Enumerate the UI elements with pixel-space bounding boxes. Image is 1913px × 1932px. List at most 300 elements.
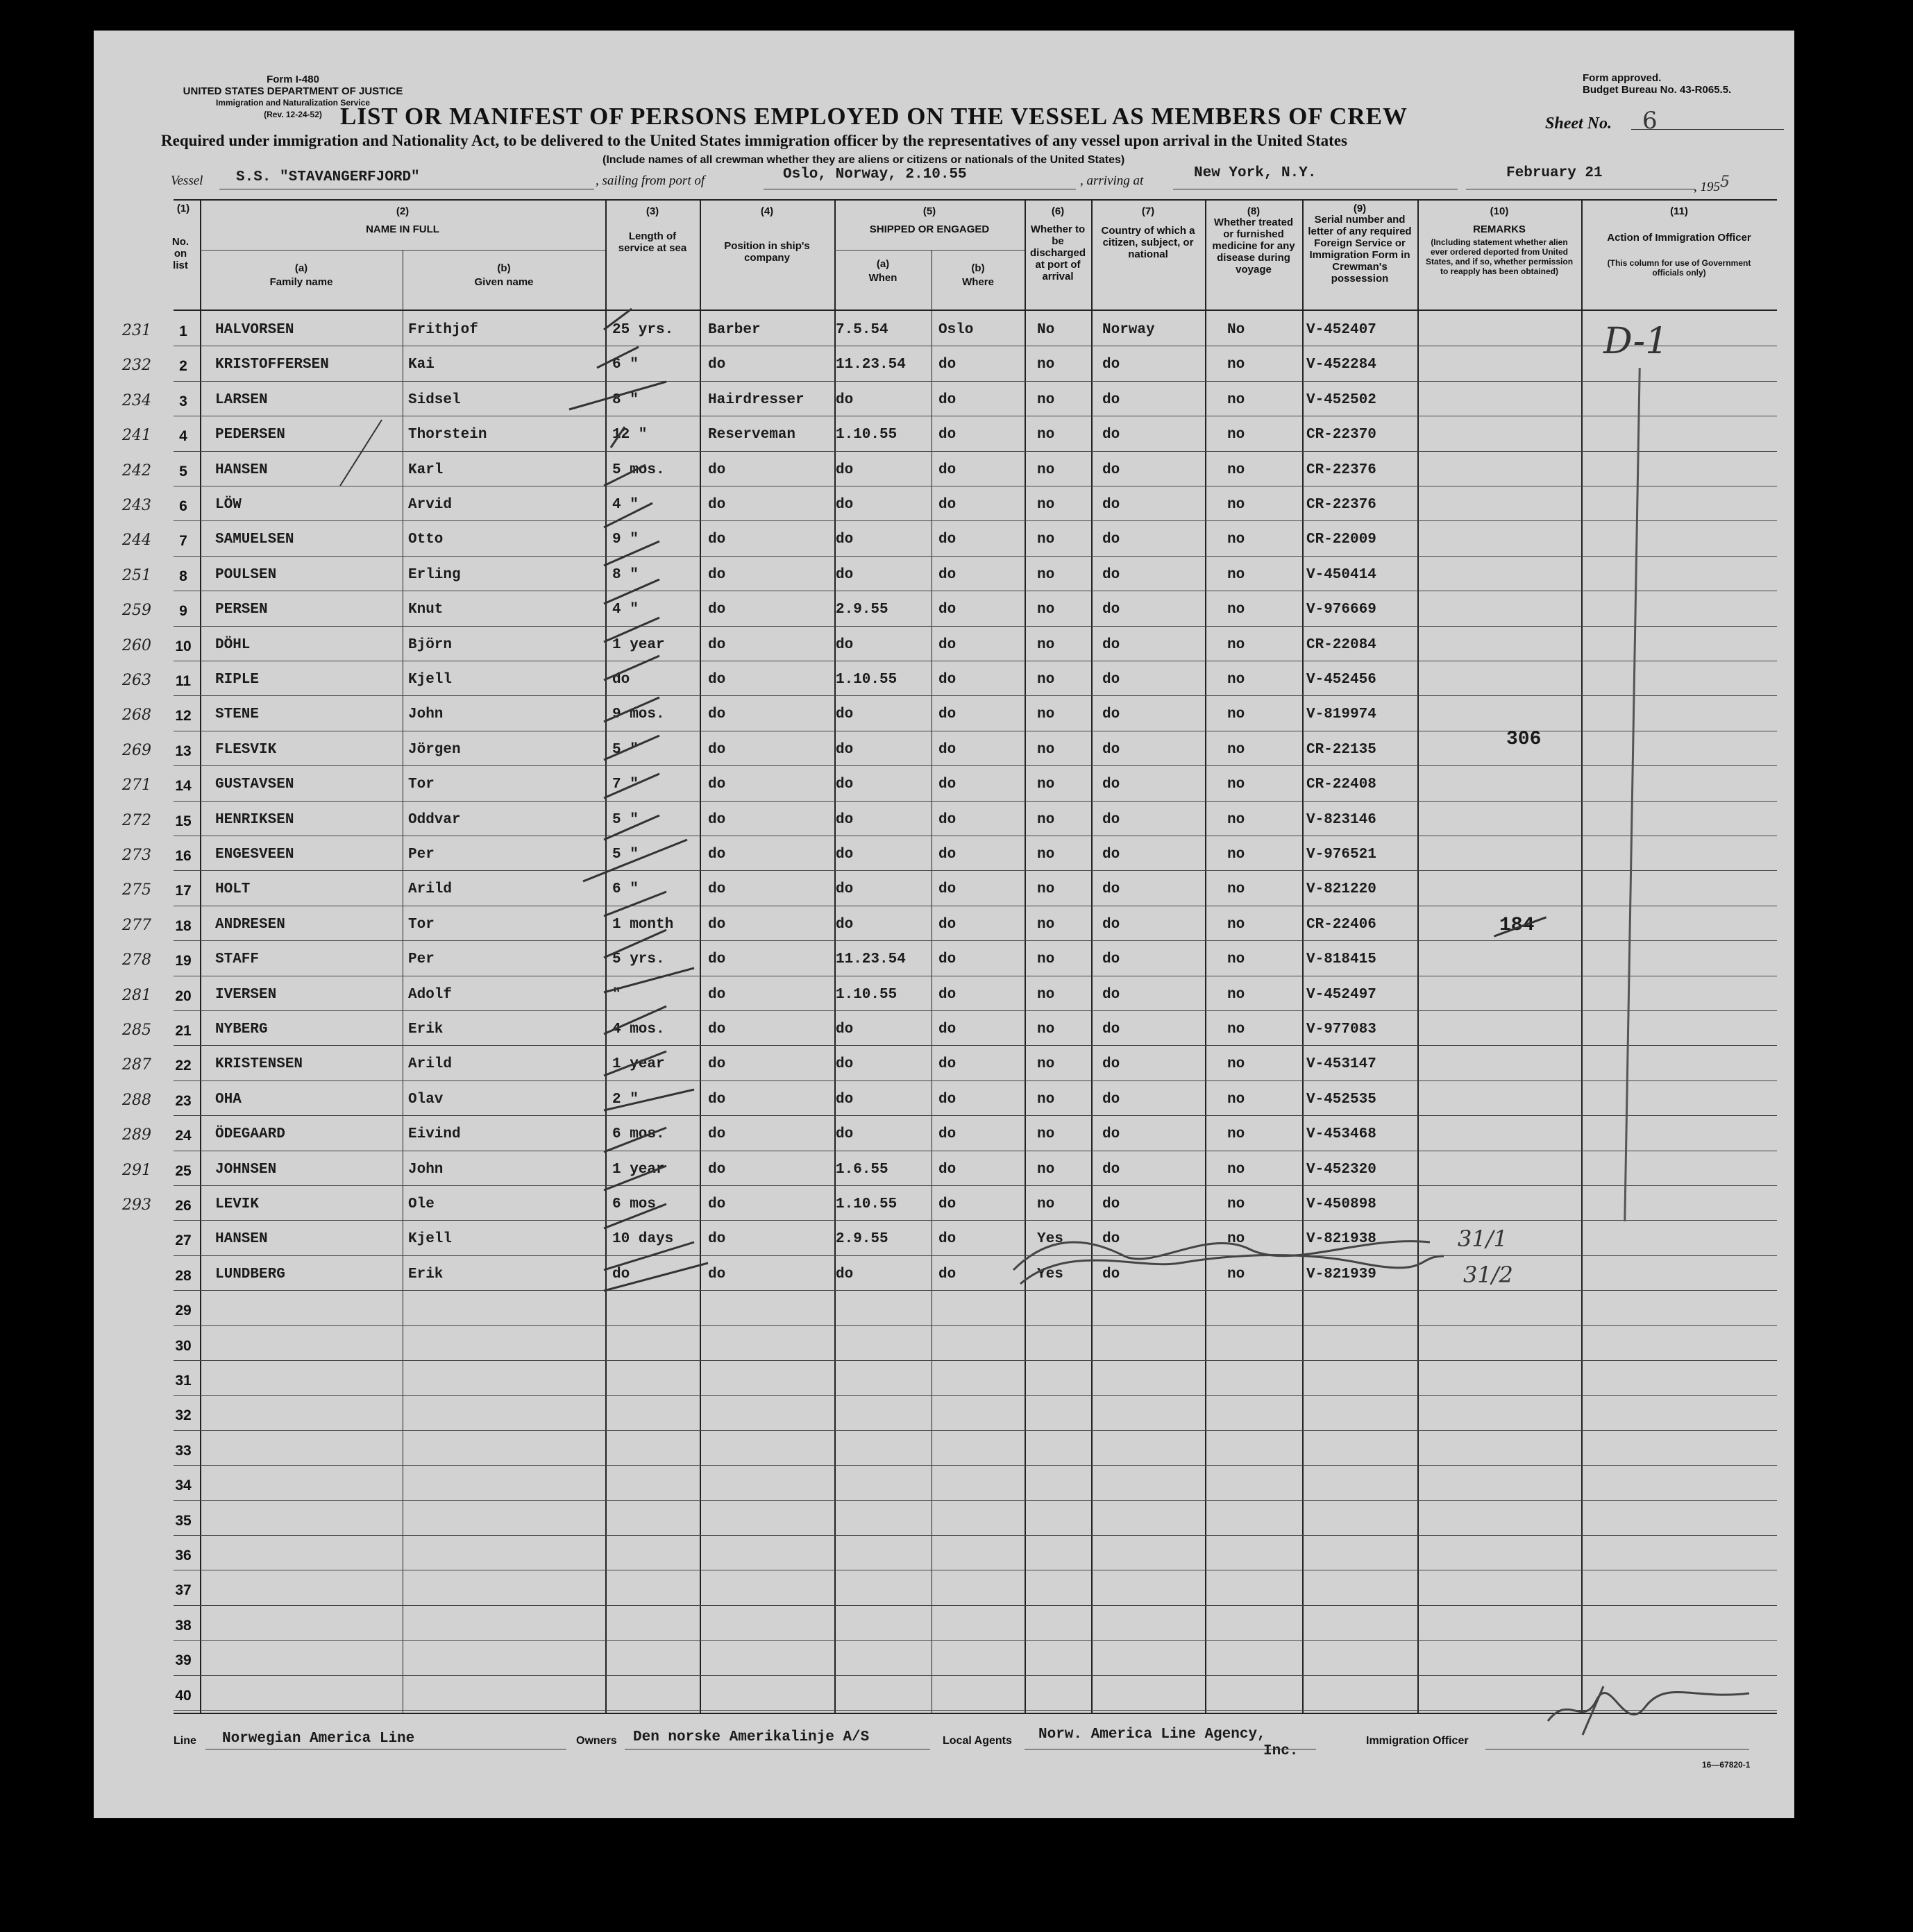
serial-number-cell: CR-22370: [1306, 427, 1376, 443]
shipped-where-cell: do: [938, 636, 956, 653]
shipped-when-cell: do: [836, 847, 854, 863]
country-cell: do: [1102, 847, 1120, 863]
row-number: 8: [179, 568, 187, 584]
row-rule: [174, 1115, 1777, 1116]
margin-number: 231: [122, 322, 151, 339]
service-length-cell: 9 mos.: [612, 706, 665, 723]
discharge-cell: no: [1037, 881, 1055, 898]
shipped-where-cell: do: [938, 1091, 956, 1108]
officer-signature: [1541, 1679, 1763, 1742]
given-name-cell: Arild: [408, 1056, 453, 1073]
service-length-cell: do: [612, 1266, 630, 1282]
family-name-cell: GUSTAVSEN: [215, 777, 294, 793]
col6-header: Whether to be discharged at port of arrival: [1029, 223, 1086, 282]
given-name-cell: Kai: [408, 357, 435, 373]
row-rule: [174, 1290, 1777, 1291]
shipped-where-cell: do: [938, 777, 956, 793]
row-number: 25: [175, 1162, 192, 1179]
row-number: 2: [179, 358, 187, 375]
col4-number: (4): [760, 205, 774, 217]
margin-number: 251: [122, 566, 151, 584]
given-name-cell: Ole: [408, 1196, 435, 1212]
position-cell: do: [708, 951, 726, 968]
row-rule: [174, 1710, 1777, 1711]
shipped-when-cell: do: [836, 1126, 854, 1143]
serial-number-cell: V-450414: [1306, 566, 1376, 583]
serial-number-cell: CR-22009: [1306, 532, 1376, 548]
shipped-where-cell: do: [938, 706, 956, 723]
row-number: 13: [175, 743, 192, 759]
treated-cell: No: [1227, 322, 1245, 338]
position-cell: Reserveman: [708, 427, 796, 443]
position-cell: do: [708, 881, 726, 898]
shipped-when-cell: do: [836, 1056, 854, 1073]
col11-note: (This column for use of Government officials only): [1607, 258, 1751, 278]
position-cell: do: [708, 811, 726, 828]
service-length-cell: 8 ": [612, 391, 639, 408]
treated-cell: no: [1227, 777, 1245, 793]
action-mark-d1: D-1: [1603, 321, 1669, 362]
position-cell: do: [708, 1231, 726, 1248]
col2b-header: Given name: [474, 276, 534, 288]
col4-header: Position in ship's company: [724, 240, 810, 264]
margin-number: 273: [122, 847, 151, 864]
vessel-label: Vessel: [171, 173, 203, 188]
margin-number: 288: [122, 1091, 151, 1109]
local-agents-label: Local Agents: [943, 1735, 1012, 1747]
given-name-cell: Tor: [408, 916, 435, 933]
arriving-label: , arriving at: [1080, 173, 1144, 188]
shipped-when-cell: 1.10.55: [836, 986, 897, 1003]
row-number: 22: [175, 1058, 192, 1074]
treated-cell: no: [1227, 532, 1245, 548]
col5-header: SHIPPED OR ENGAGED: [869, 223, 990, 235]
margin-number: 243: [122, 497, 151, 514]
col2-header: NAME IN FULL: [366, 223, 439, 235]
shipped-where-cell: do: [938, 881, 956, 898]
remarks-number-184: 184: [1499, 915, 1535, 936]
family-name-cell: JOHNSEN: [215, 1161, 277, 1178]
shipped-where-cell: do: [938, 427, 956, 443]
row-number: 14: [175, 778, 192, 795]
country-cell: do: [1102, 1266, 1120, 1282]
family-name-cell: HOLT: [215, 881, 251, 898]
service-length-cell: 1 year: [612, 1056, 665, 1073]
discharge-cell: no: [1037, 706, 1055, 723]
margin-number: 260: [122, 636, 151, 654]
discharge-cell: no: [1037, 427, 1055, 443]
given-name-cell: Arvid: [408, 497, 453, 513]
row-number: 1: [179, 323, 187, 339]
row-number: 20: [175, 988, 192, 1004]
line-value: Norwegian America Line: [222, 1731, 415, 1747]
shipped-when-cell: 7.5.54: [836, 322, 888, 338]
shipped-where-cell: do: [938, 1266, 956, 1282]
country-cell: do: [1102, 497, 1120, 513]
position-cell: do: [708, 1126, 726, 1143]
row-number: 32: [175, 1407, 192, 1424]
row-number: 9: [179, 603, 187, 620]
col2-number: (2): [396, 205, 410, 217]
margin-number: 291: [122, 1161, 151, 1179]
row-number: 35: [175, 1512, 192, 1529]
discharge-cell: no: [1037, 566, 1055, 583]
shipped-where-cell: do: [938, 461, 956, 478]
discharge-cell: Yes: [1037, 1231, 1063, 1248]
treated-cell: no: [1227, 391, 1245, 408]
margin-number: 269: [122, 741, 151, 759]
shipped-when-cell: do: [836, 777, 854, 793]
row-rule: [174, 520, 1777, 521]
shipped-when-cell: do: [836, 916, 854, 933]
vessel-name: S.S. "STAVANGERFJORD": [236, 169, 420, 185]
form-subtitle: Required under immigration and Nationality Act, to be delivered to the United States immigration officer by the representatives of any vessel upon arrival in the United States: [161, 132, 1347, 149]
treated-cell: no: [1227, 847, 1245, 863]
country-cell: do: [1102, 427, 1120, 443]
country-cell: do: [1102, 777, 1120, 793]
family-name-cell: DÖHL: [215, 636, 251, 653]
position-cell: do: [708, 1091, 726, 1108]
row-number: 23: [175, 1092, 192, 1109]
family-name-cell: STAFF: [215, 951, 260, 968]
treated-cell: no: [1227, 986, 1245, 1003]
treated-cell: no: [1227, 951, 1245, 968]
col8-header: Whether treated or furnished medicine for any disease during voyage: [1212, 217, 1295, 276]
shipped-where-cell: do: [938, 357, 956, 373]
service-length-cell: 6 ": [612, 357, 639, 373]
serial-number-cell: CR-22406: [1306, 916, 1376, 933]
treated-cell: no: [1227, 1196, 1245, 1212]
treated-cell: no: [1227, 881, 1245, 898]
shipped-where-cell: do: [938, 916, 956, 933]
country-cell: Norway: [1102, 322, 1155, 338]
shipped-when-cell: do: [836, 461, 854, 478]
shipped-when-cell: do: [836, 391, 854, 408]
shipped-when-cell: 2.9.55: [836, 1231, 888, 1248]
shipped-where-cell: do: [938, 811, 956, 828]
country-cell: do: [1102, 1091, 1120, 1108]
local-agents-value: Norw. America Line Agency,: [1038, 1727, 1266, 1743]
row-number: 34: [175, 1477, 192, 1494]
service-length-cell: 4 ": [612, 602, 639, 618]
family-name-cell: HALVORSEN: [215, 322, 294, 338]
service-length-cell: 7 ": [612, 777, 639, 793]
serial-number-cell: V-452284: [1306, 357, 1376, 373]
col1-number: (1): [176, 203, 190, 214]
row-rule: [174, 1045, 1777, 1046]
row-rule: [174, 1535, 1777, 1536]
country-cell: do: [1102, 672, 1120, 688]
margin-number: 277: [122, 916, 151, 934]
serial-number-cell: CR-22376: [1306, 461, 1376, 478]
row-number: 38: [175, 1617, 192, 1634]
service-length-cell: 8 ": [612, 566, 639, 583]
service-length-cell: 1 year: [612, 636, 665, 653]
country-cell: do: [1102, 881, 1120, 898]
position-cell: do: [708, 461, 726, 478]
discharge-cell: no: [1037, 357, 1055, 373]
margin-number: 287: [122, 1056, 151, 1074]
shipped-where-cell: do: [938, 741, 956, 758]
year-label: [1694, 173, 1730, 195]
shipped-when-cell: 1.10.55: [836, 427, 897, 443]
country-cell: do: [1102, 1126, 1120, 1143]
discharge-cell: no: [1037, 811, 1055, 828]
margin-number: 289: [122, 1126, 151, 1144]
row-rule: [174, 1395, 1777, 1396]
row-rule: [174, 1325, 1777, 1326]
treated-cell: no: [1227, 1022, 1245, 1037]
treated-cell: no: [1227, 357, 1245, 373]
shipped-when-cell: 11.23.54: [836, 357, 906, 373]
discharge-cell: no: [1037, 1022, 1055, 1037]
family-name-cell: LARSEN: [215, 391, 268, 408]
country-cell: do: [1102, 461, 1120, 478]
serial-number-cell: V-450898: [1306, 1196, 1376, 1212]
country-cell: do: [1102, 1161, 1120, 1178]
row-number: 16: [175, 848, 192, 864]
remark-row27: 31/1: [1458, 1226, 1508, 1252]
row-rule: [174, 940, 1777, 941]
shipped-where-cell: do: [938, 986, 956, 1003]
family-name-cell: POULSEN: [215, 566, 277, 583]
row-rule: [174, 1255, 1777, 1256]
position-cell: do: [708, 986, 726, 1003]
given-name-cell: Otto: [408, 532, 444, 548]
sheet-number: 6: [1642, 107, 1658, 135]
discharge-cell: no: [1037, 532, 1055, 548]
service-length-cell: 5 ": [612, 847, 639, 863]
serial-number-cell: V-976669: [1306, 602, 1376, 618]
shipped-where-cell: do: [938, 497, 956, 513]
family-name-cell: STENE: [215, 706, 260, 723]
country-cell: do: [1102, 951, 1120, 968]
treated-cell: no: [1227, 811, 1245, 828]
serial-number-cell: V-452497: [1306, 986, 1376, 1003]
row-number: 21: [175, 1023, 192, 1039]
treated-cell: no: [1227, 461, 1245, 478]
scribble-rows-27-28: [1000, 1214, 1458, 1291]
col3-header: Length of service at sea: [618, 230, 687, 254]
shipped-where-cell: do: [938, 1126, 956, 1143]
country-cell: do: [1102, 391, 1120, 408]
service-length-cell: 12 ": [612, 427, 648, 443]
row-number: 3: [179, 393, 187, 409]
given-name-cell: John: [408, 1161, 444, 1178]
discharge-cell: no: [1037, 672, 1055, 688]
row-rule: [174, 1500, 1777, 1501]
row-number: 39: [175, 1652, 192, 1669]
row-number: 18: [175, 917, 192, 934]
col5-number: (5): [922, 205, 936, 217]
country-cell: do: [1102, 532, 1120, 548]
row-number: 6: [179, 498, 187, 514]
row-rule: [174, 801, 1777, 802]
row-number: 36: [175, 1548, 192, 1564]
margin-number: 241: [122, 427, 151, 445]
family-name-cell: IVERSEN: [215, 986, 277, 1003]
margin-number: 275: [122, 881, 151, 899]
year-suffix: 5: [1720, 173, 1730, 191]
row-rule: [174, 1605, 1777, 1606]
serial-number-cell: CR-22408: [1306, 777, 1376, 793]
given-name-cell: Kjell: [408, 672, 453, 688]
given-name-cell: Tor: [408, 777, 435, 793]
margin-number: 271: [122, 777, 151, 795]
shipped-when-cell: 1.6.55: [836, 1161, 888, 1178]
row-number: 11: [175, 673, 192, 689]
given-name-cell: Kjell: [408, 1231, 453, 1248]
discharge-cell: no: [1037, 1126, 1055, 1143]
discharge-cell: No: [1037, 322, 1055, 338]
row-number: 31: [175, 1373, 192, 1389]
treated-cell: no: [1227, 706, 1245, 723]
revision-date: (Rev. 12-24-52): [264, 110, 322, 119]
serial-number-cell: V-818415: [1306, 951, 1376, 968]
remark-row28: 31/2: [1463, 1262, 1513, 1288]
row-number: 26: [175, 1198, 192, 1214]
position-cell: Hairdresser: [708, 391, 804, 408]
treated-cell: no: [1227, 916, 1245, 933]
col9-header: Serial number and letter of any required Foreign Service or Immigration Form in Crewman's possession: [1308, 214, 1412, 285]
service-length-cell: ": [612, 986, 621, 1003]
row-number: 27: [175, 1232, 192, 1249]
family-name-cell: HANSEN: [215, 1231, 268, 1248]
form-approved: Form approved.: [1583, 72, 1662, 84]
row-rule: [174, 1360, 1777, 1361]
discharge-cell: no: [1037, 741, 1055, 758]
shipped-when-cell: 11.23.54: [836, 951, 906, 968]
country-cell: do: [1102, 1196, 1120, 1212]
row-number: 24: [175, 1128, 192, 1144]
treated-cell: no: [1227, 427, 1245, 443]
row-number: 37: [175, 1582, 192, 1599]
service-length-cell: 10 days: [612, 1231, 674, 1248]
shipped-where-cell: do: [938, 1231, 956, 1248]
local-agents-value-2: Inc.: [1263, 1743, 1299, 1759]
shipped-when-cell: do: [836, 1091, 854, 1108]
service-length-cell: 1 year: [612, 1161, 665, 1178]
serial-number-cell: CR-22135: [1306, 741, 1376, 758]
family-name-cell: LUNDBERG: [215, 1266, 285, 1282]
col8-number: (8): [1247, 205, 1261, 217]
service-length-cell: 5 mos.: [612, 461, 665, 478]
left-margin-stroke: [333, 416, 389, 493]
service-pen-marks: [528, 305, 791, 1305]
serial-number-cell: V-821939: [1306, 1266, 1376, 1282]
discharge-cell: no: [1037, 497, 1055, 513]
col6-number: (6): [1051, 205, 1065, 217]
discharge-cell: no: [1037, 986, 1055, 1003]
row-number: 12: [175, 708, 192, 724]
margin-number: 268: [122, 706, 151, 724]
row-rule: [174, 870, 1777, 871]
shipped-when-cell: do: [836, 1022, 854, 1037]
row-number: 4: [179, 428, 187, 445]
given-name-cell: Olav: [408, 1091, 444, 1108]
treated-cell: no: [1227, 497, 1245, 513]
given-name-cell: Erik: [408, 1266, 444, 1282]
shipped-when-cell: 1.10.55: [836, 672, 897, 688]
col3-number: (3): [646, 205, 659, 217]
col10-number: (10): [1490, 205, 1509, 217]
position-cell: do: [708, 566, 726, 583]
line-label: Line: [174, 1735, 196, 1747]
position-cell: do: [708, 916, 726, 933]
position-cell: do: [708, 357, 726, 373]
country-cell: do: [1102, 1056, 1120, 1073]
shipped-where-cell: do: [938, 1196, 956, 1212]
service-length-cell: 6 mos.: [612, 1126, 665, 1143]
position-cell: do: [708, 672, 726, 688]
discharge-cell: no: [1037, 1091, 1055, 1108]
position-cell: do: [708, 497, 726, 513]
given-name-cell: Arild: [408, 881, 453, 898]
treated-cell: no: [1227, 1231, 1245, 1248]
margin-number: 232: [122, 357, 151, 375]
discharge-cell: no: [1037, 461, 1055, 478]
given-name-cell: Adolf: [408, 986, 453, 1003]
row-rule: [174, 1430, 1777, 1431]
row-rule: [174, 1675, 1777, 1676]
position-cell: do: [708, 847, 726, 863]
serial-number-cell: V-452407: [1306, 322, 1376, 338]
col5a-header: When: [868, 272, 897, 284]
margin-number: 272: [122, 811, 151, 829]
print-code: 16—67820-1: [1702, 1760, 1751, 1770]
discharge-cell: no: [1037, 1196, 1055, 1212]
col10-note: (Including statement whether alien ever ordered deported from United States, and if so, whether permission to reapply has been obtained): [1425, 237, 1574, 276]
row-number: 40: [175, 1687, 192, 1704]
family-name-cell: FLESVIK: [215, 741, 277, 758]
service-length-cell: 9 ": [612, 532, 639, 548]
family-name-cell: ÖDEGAARD: [215, 1126, 285, 1143]
country-cell: do: [1102, 811, 1120, 828]
country-cell: do: [1102, 706, 1120, 723]
col1-header: No. on list: [171, 236, 189, 271]
position-cell: do: [708, 532, 726, 548]
shipped-when-cell: 2.9.55: [836, 602, 888, 618]
treated-cell: no: [1227, 1056, 1245, 1073]
service-length-cell: 2 ": [612, 1091, 639, 1108]
shipped-when-cell: do: [836, 566, 854, 583]
col11-number: (11): [1670, 205, 1688, 217]
position-cell: do: [708, 1022, 726, 1037]
col5b-tag: (b): [971, 262, 985, 274]
row-number: 30: [175, 1337, 192, 1354]
shipped-where-cell: do: [938, 532, 956, 548]
arrival-port: New York, N.Y.: [1194, 165, 1317, 181]
margin-number: 234: [122, 391, 151, 409]
service-length-cell: 5 yrs.: [612, 951, 665, 968]
shipped-where-cell: do: [938, 951, 956, 968]
country-cell: do: [1102, 986, 1120, 1003]
shipped-when-cell: do: [836, 532, 854, 548]
discharge-cell: no: [1037, 391, 1055, 408]
given-name-cell: Sidsel: [408, 391, 461, 408]
col11-header: Action of Immigration Officer: [1607, 232, 1751, 244]
family-name-cell: SAMUELSEN: [215, 532, 294, 548]
service-length-cell: 4 ": [612, 497, 639, 513]
service-length-cell: 4 mos.: [612, 1022, 665, 1037]
serial-number-cell: V-452502: [1306, 391, 1376, 408]
margin-number: 244: [122, 532, 151, 550]
col10-header: REMARKS: [1473, 223, 1526, 235]
margin-number: 259: [122, 602, 151, 620]
shipped-where-cell: do: [938, 602, 956, 618]
shipped-when-cell: do: [836, 636, 854, 653]
owners-value: Den norske Amerikalinje A/S: [633, 1729, 870, 1745]
